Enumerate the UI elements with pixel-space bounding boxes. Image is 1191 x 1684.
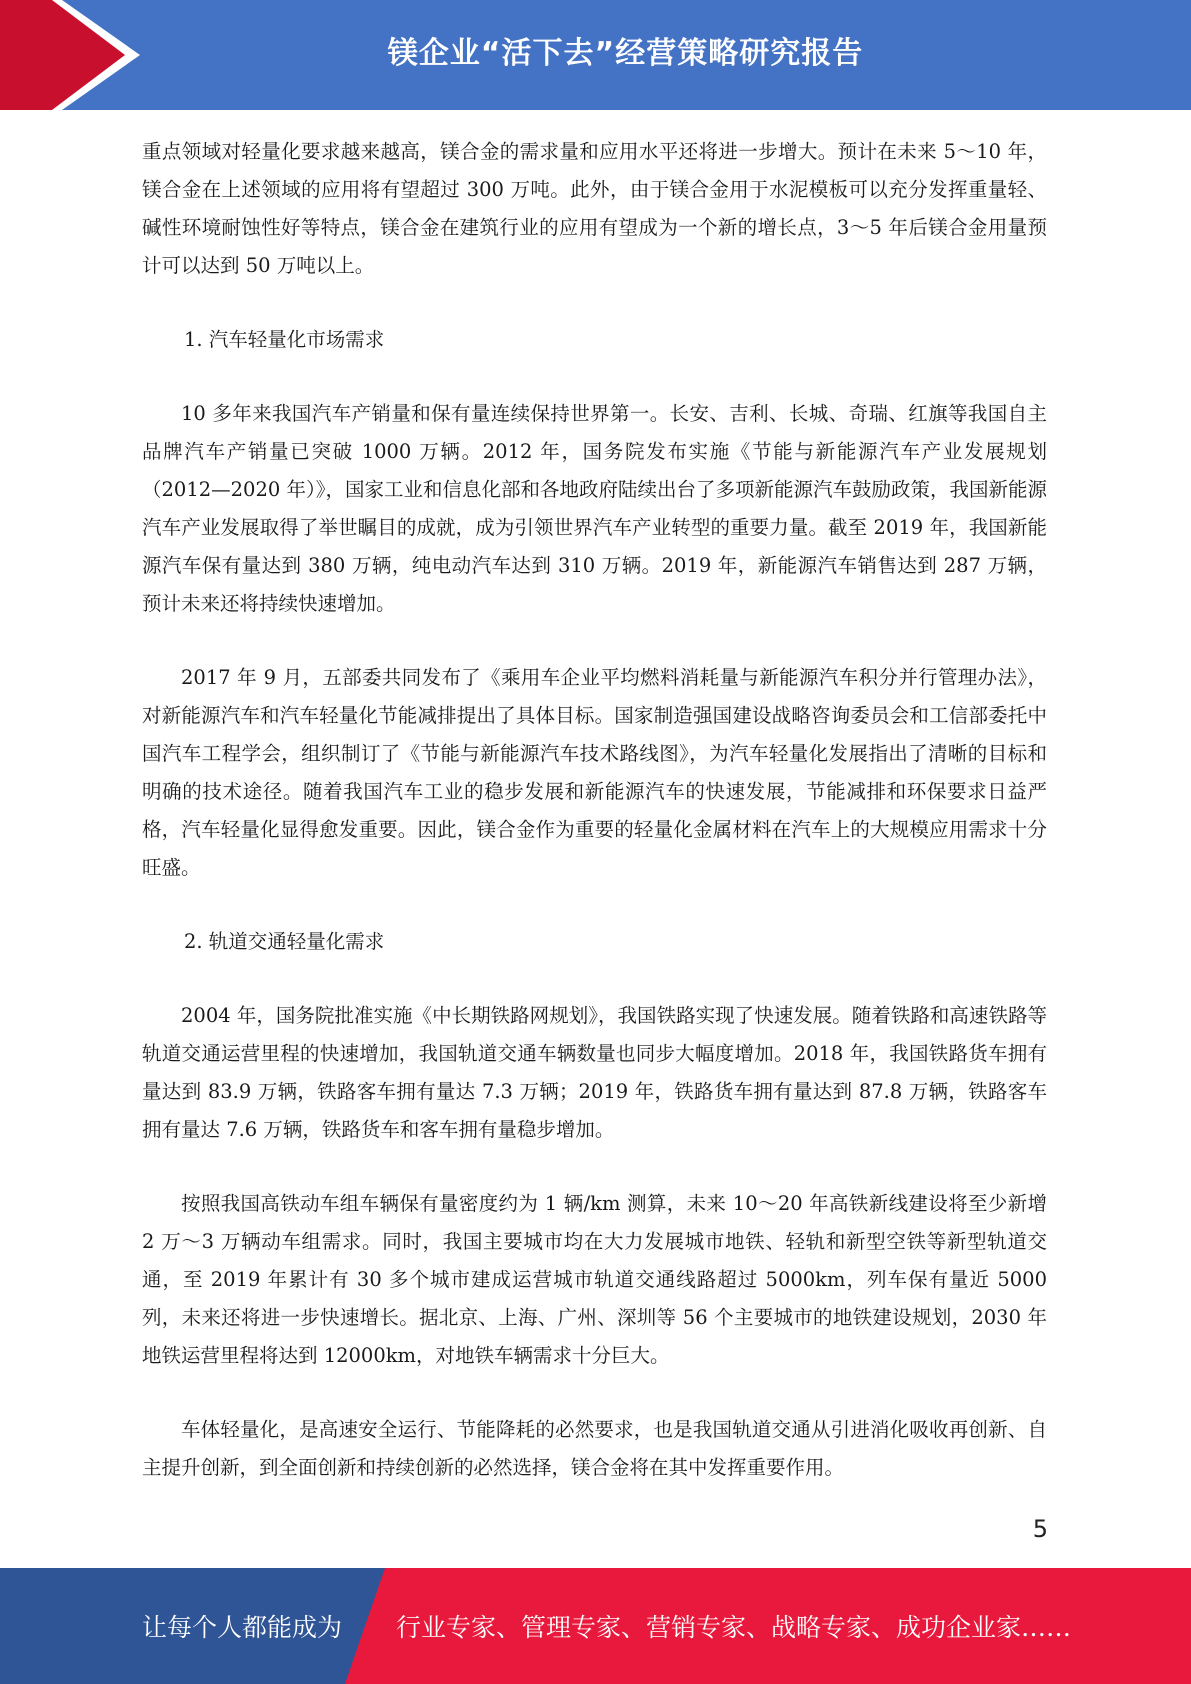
- paragraph-rail-lightweight: 车体轻量化，是高速安全运行、节能降耗的必然要求，也是我国轨道交通从引进消化吸收再创新、自主提升创新，到全面创新和持续创新的必然选择，镁合金将在其中发挥重要作用。: [142, 1418, 1047, 1479]
- paragraph-intro: 重点领域对轻量化要求越来越高，镁合金的需求量和应用水平还将进一步增大。预计在未来 5～10 年，镁合金在上述领域的应用将有望超过 300 万吨。此外，由于镁合金用于水泥模板可以充分发挥重量轻、碱性环境耐蚀性好等特点，镁合金在建筑行业的应用有望成为一个新的增长点，3～5 年后镁合金用量预计可以达到 50 万吨以上。: [142, 140, 1047, 277]
- paragraph-auto-market: 10 多年来我国汽车产销量和保有量连续保持世界第一。长安、吉利、长城、奇瑞、红旗等我国自主品牌汽车产销量已突破 1000 万辆。2012 年，国务院发布实施《节能与新能源汽车产业发展规划（2012—2020 年）》，国家工业和信息化部和各地政府陆续出台了多项新能源汽车鼓励政策，我国新能源汽车产业发展取得了举世瞩目的成就，成为引领世界汽车产业转型的重要力量。截至 2019 年，我国新能源汽车保有量达到 380 万辆，纯电动汽车达到 310 万辆。2019 年，新能源汽车销售达到 287 万辆，预计未来还将持续快速增加。: [142, 402, 1047, 615]
- paragraph-rail-demand: 按照我国高铁动车组车辆保有量密度约为 1 辆/km 测算，未来 10～20 年高铁新线建设将至少新增 2 万～3 万辆动车组需求。同时，我国主要城市均在大力发展城市地铁、轻轨和新型空铁等新型轨道交通，至 2019 年累计有 30 多个城市建成运营城市轨道交通线路超过 5000km，列车保有量近 5000 列，未来还将进一步快速增长。据北京、上海、广州、深圳等 56 个主要城市的地铁建设规划，2030 年地铁运营里程将达到 12000km，对地铁车辆需求十分巨大。: [142, 1192, 1047, 1367]
- report-title: 镁企业“活下去”经营策略研究报告: [387, 36, 864, 71]
- section-heading-rail: 2. 轨道交通轻量化需求: [184, 930, 385, 953]
- footer-slogan-right: 行业专家、管理专家、营销专家、战略专家、成功企业家……: [396, 1613, 1072, 1642]
- footer-slogan-left: 让每个人都能成为: [142, 1613, 343, 1642]
- document-body: [142, 133, 1047, 1523]
- header-banner: [0, 0, 1191, 110]
- paragraph-auto-policy: 2017 年 9 月，五部委共同发布了《乘用车企业平均燃料消耗量与新能源汽车积分并行管理办法》，对新能源汽车和汽车轻量化节能减排提出了具体目标。国家制造强国建设战略咨询委员会和工信部委托中国汽车工程学会，组织制订了《节能与新能源汽车技术路线图》，为汽车轻量化发展指出了清晰的目标和明确的技术途径。随着我国汽车工业的稳步发展和新能源汽车的快速发展，节能减排和环保要求日益严格，汽车轻量化显得愈发重要。因此，镁合金作为重要的轻量化金属材料在汽车上的大规模应用需求十分旺盛。: [142, 666, 1047, 879]
- page-number: 5: [1032, 1515, 1048, 1543]
- section-heading-auto: 1. 汽车轻量化市场需求: [184, 328, 385, 351]
- paragraph-rail-growth: 2004 年，国务院批准实施《中长期铁路网规划》，我国铁路实现了快速发展。随着铁路和高速铁路等轨道交通运营里程的快速增加，我国轨道交通车辆数量也同步大幅度增加。2018 年，我国铁路货车拥有量达到 83.9 万辆，铁路客车拥有量达 7.3 万辆；2019 年，铁路货车拥有量达到 87.8 万辆，铁路客车拥有量达 7.6 万辆，铁路货车和客车拥有量稳步增加。: [142, 1004, 1047, 1141]
- footer-banner: [0, 1568, 1191, 1684]
